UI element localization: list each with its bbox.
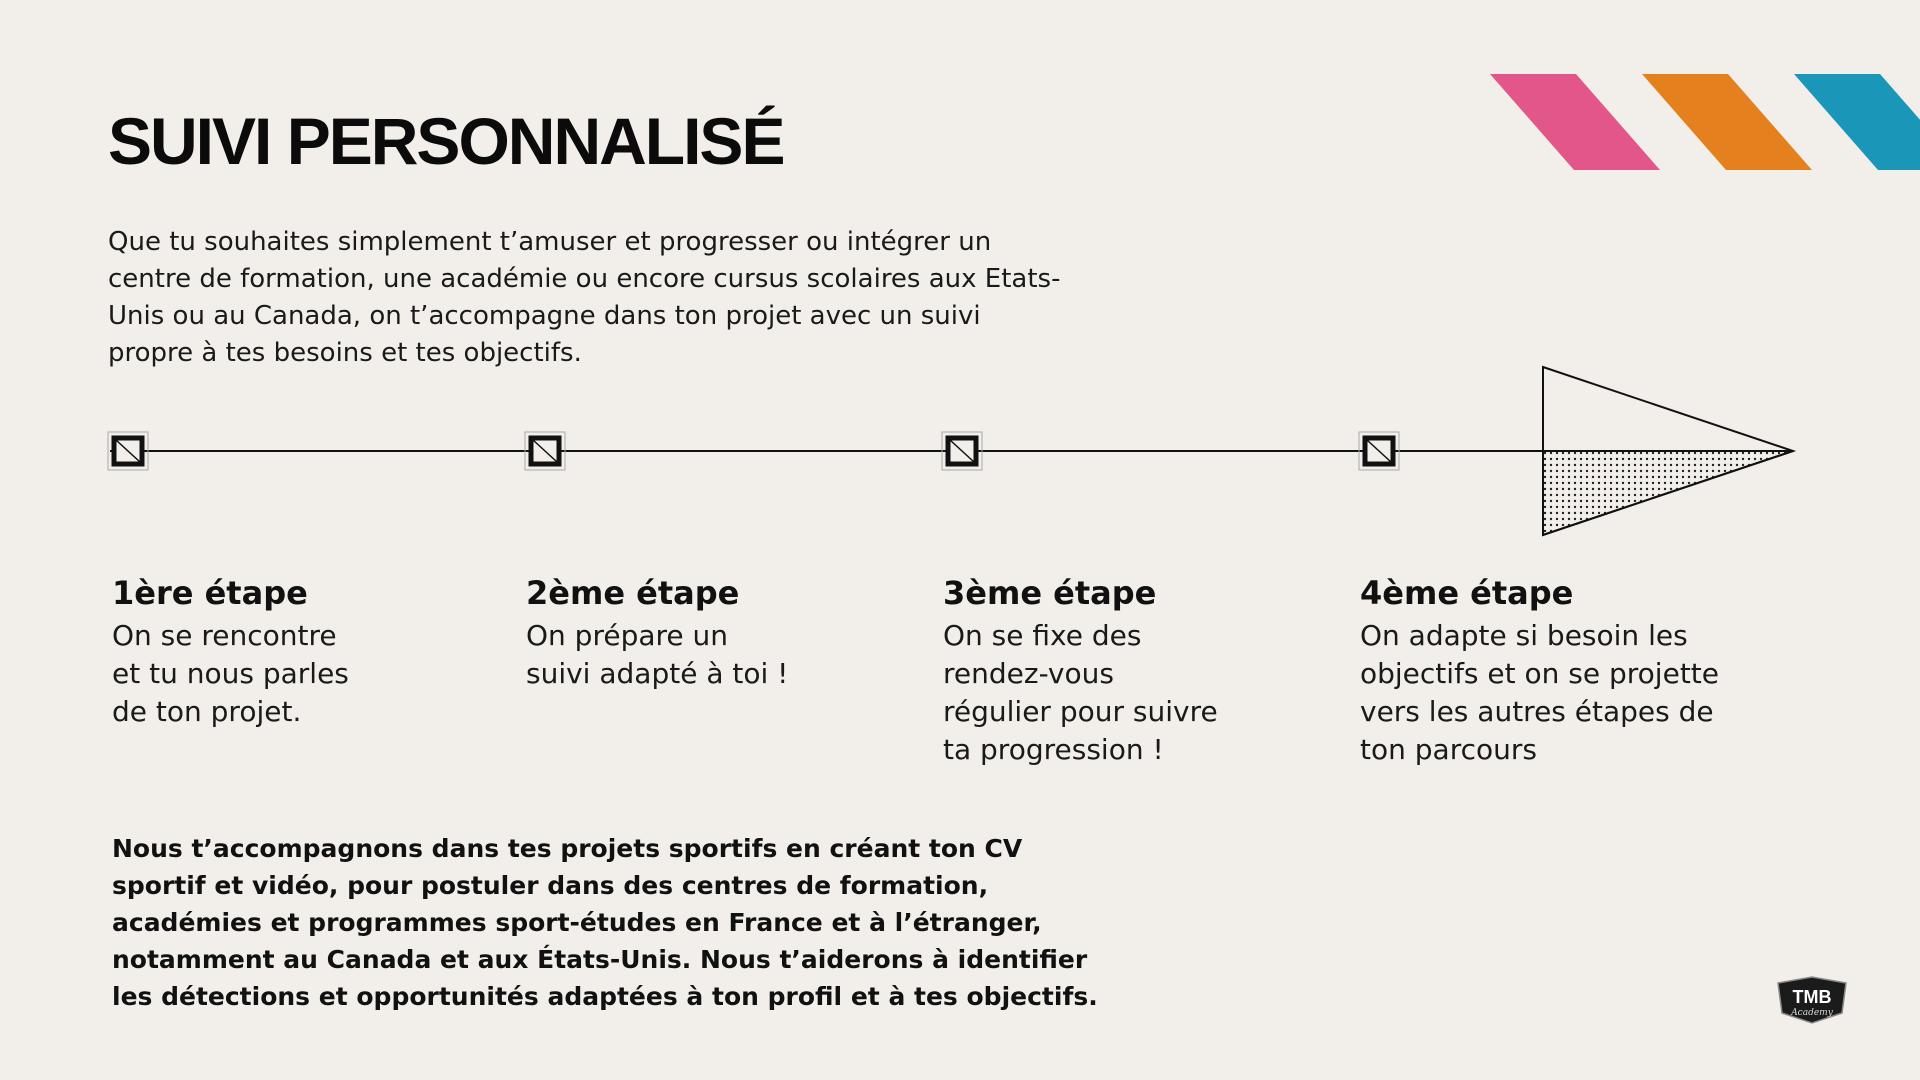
summary-note: Nous t’accompagnons dans tes projets sportifs en créant ton CV sportif et vidéo, pour postuler dans des centres de formation, académies et programmes sport-études en France et à l’étranger, notamment au Canada et aux États-Unis. Nous t’aiderons à identifier les détections et opportunités adaptées à ton profil et à tes objectifs. bbox=[112, 834, 1098, 1011]
step-4-title: 4ème étape bbox=[1360, 574, 1574, 612]
arrow-head bbox=[1543, 367, 1793, 535]
timeline-marker-1 bbox=[108, 432, 148, 470]
step-2-text: On prépare un suivi adapté à toi ! bbox=[526, 619, 789, 690]
tmb-academy-logo bbox=[1772, 975, 1852, 1027]
intro-paragraph: Que tu souhaites simplement t’amuser et progresser ou intégrer un centre de formation, une académie ou encore cursus scolaires aux Etats-Unis ou au Canada, on t’accompagne dans ton projet avec un suivi propre à tes besoins et tes objectifs. bbox=[108, 227, 1061, 368]
step-4-text: On adapte si besoin les objectifs et on se projette vers les autres étapes de ton parcours bbox=[1360, 619, 1719, 766]
logo-text: TMB bbox=[1792, 987, 1832, 1007]
step-3-title: 3ème étape bbox=[943, 574, 1157, 612]
page-title: SUIVI PERSONNALISÉ bbox=[108, 104, 784, 178]
step-1 bbox=[112, 571, 542, 731]
timeline-marker-2 bbox=[525, 432, 565, 470]
logo-subtext: Academy bbox=[1791, 1008, 1833, 1018]
step-4 bbox=[1360, 571, 1880, 769]
timeline-marker-4 bbox=[1359, 432, 1399, 470]
step-2-title: 2ème étape bbox=[526, 574, 740, 612]
step-3 bbox=[943, 571, 1373, 769]
step-1-title: 1ère étape bbox=[112, 574, 308, 612]
step-3-text: On se fixe des rendez-vous régulier pour suivre ta progression ! bbox=[943, 619, 1218, 766]
timeline-marker-3 bbox=[942, 432, 982, 470]
step-2 bbox=[526, 571, 956, 693]
step-1-text: On se rencontre et tu nous parles de ton projet. bbox=[112, 619, 349, 728]
